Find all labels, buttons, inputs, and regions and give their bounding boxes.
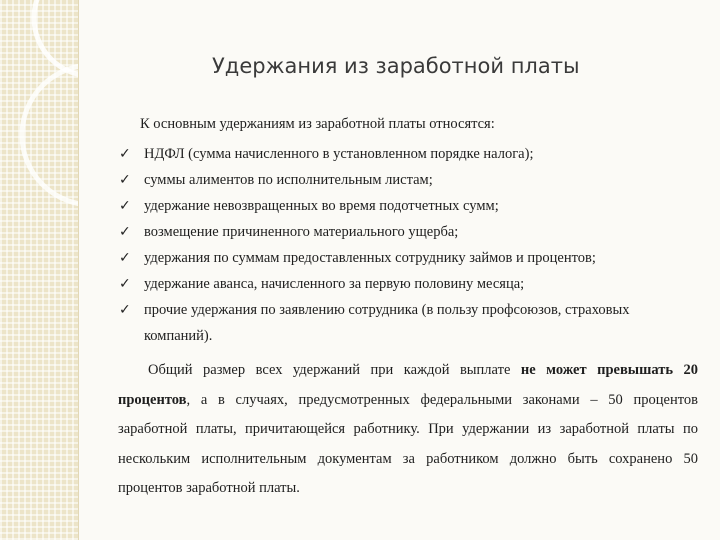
list-item-text: суммы алиментов по исполнительным листам; xyxy=(144,172,433,188)
list-item-text: удержания по суммам предоставленных сотруднику займов и процентов; xyxy=(144,250,596,266)
checkmark-icon: ✓ xyxy=(119,250,131,266)
list-item xyxy=(118,297,698,349)
checkmark-icon: ✓ xyxy=(119,146,131,162)
list-item-text: возмещение причиненного материального ущерба; xyxy=(144,224,459,240)
list-item xyxy=(118,141,698,167)
list-item-text: удержание аванса, начисленного за первую половину месяца; xyxy=(144,276,525,292)
checkmark-icon: ✓ xyxy=(119,198,131,214)
list-item xyxy=(118,193,698,219)
checkmark-icon: ✓ xyxy=(119,224,131,240)
list-item xyxy=(118,271,698,297)
list-item-text: удержание невозвращенных во время подотчетных сумм; xyxy=(144,198,499,214)
list-item xyxy=(118,245,698,271)
checkmark-icon: ✓ xyxy=(119,172,131,188)
list-item-text: НДФЛ (сумма начисленного в установленном порядке налога); xyxy=(144,146,534,162)
list-item-text: прочие удержания по заявлению сотрудника (в пользу профсоюзов, страховых компаний). xyxy=(144,302,630,344)
deductions-list xyxy=(118,141,698,349)
summary-text-start: Общий размер всех удержаний при каждой выплате xyxy=(148,362,521,378)
decorative-circles-icon xyxy=(0,0,78,540)
slide-body xyxy=(118,113,698,504)
list-item xyxy=(118,219,698,245)
summary-paragraph xyxy=(118,356,698,504)
slide-title: Удержания из заработной платы xyxy=(212,54,580,78)
summary-bold-limit: не может превышать 20 процентов xyxy=(118,362,698,408)
checkmark-icon: ✓ xyxy=(119,302,131,318)
list-item xyxy=(118,167,698,193)
checkmark-icon: ✓ xyxy=(119,276,131,292)
intro-text: К основным удержаниям из заработной платы относятся: xyxy=(140,116,495,132)
summary-text-end: , а в случаях, предусмотренных федеральными законами – 50 процентов заработной платы, причитающейся работнику. При удержании из заработной платы по нескольким исполнительным документам за работником должно быть сохранено 50 процентов заработной платы. xyxy=(118,391,698,497)
decorative-side-band xyxy=(0,0,79,540)
